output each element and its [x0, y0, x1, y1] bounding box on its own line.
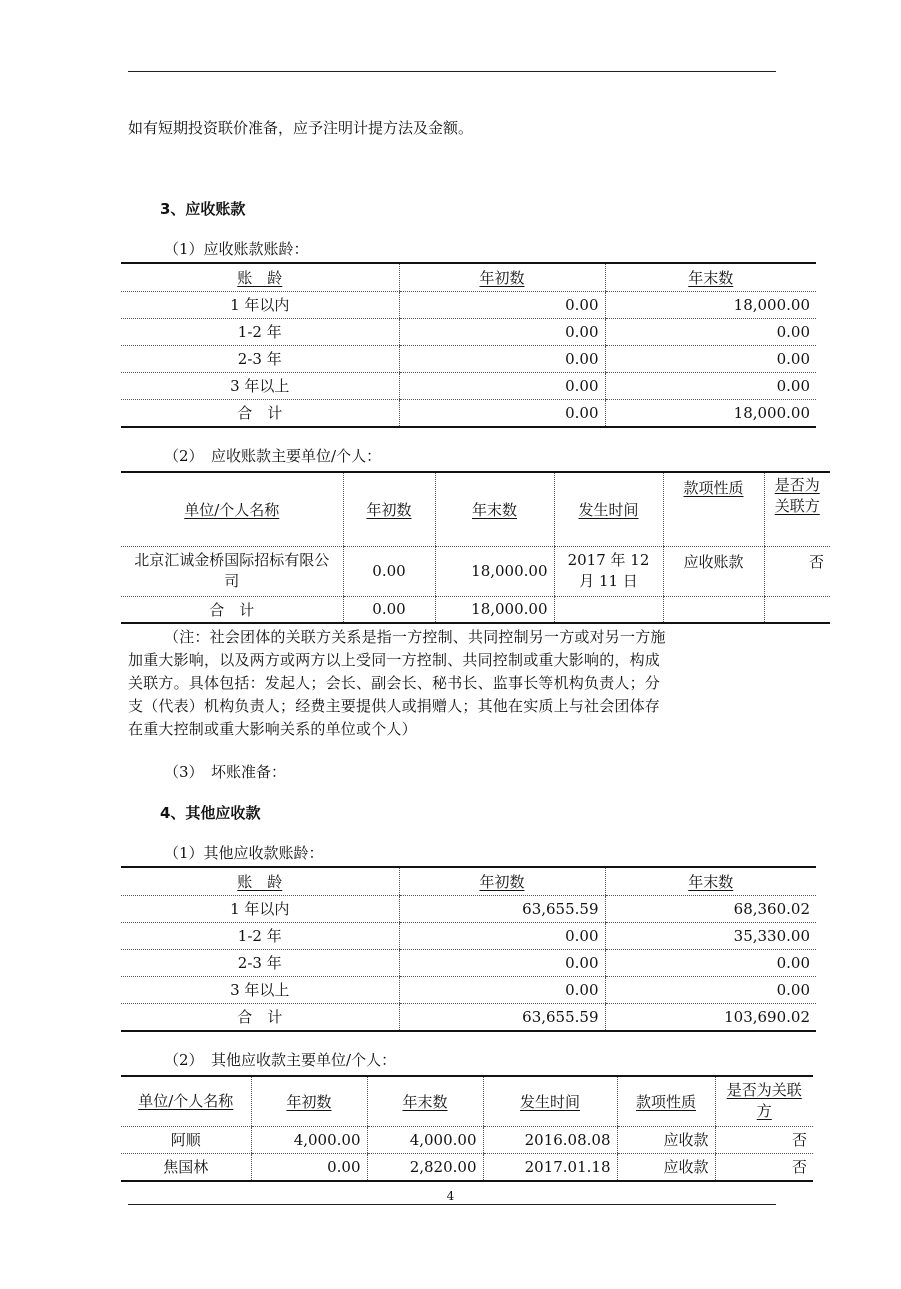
table-row	[121, 895, 816, 922]
section4-sub2: （2） 其他应收款主要单位/个人：	[164, 1051, 397, 1069]
table-cell: 0.00	[399, 922, 605, 949]
column-header: 发生时间	[578, 500, 639, 519]
table-row	[121, 1153, 813, 1181]
column-header: 账 龄	[237, 872, 283, 891]
table-cell: 4,000.00	[367, 1126, 483, 1153]
table-total-row	[121, 399, 816, 427]
column-header: 是否为关联方	[726, 1081, 802, 1121]
other-receivables-aging-table	[121, 866, 816, 1032]
table-cell: 1 年以内	[121, 291, 399, 318]
column-header: 年末数	[471, 500, 517, 519]
table-cell: 18,000.00	[435, 546, 554, 596]
table-row	[121, 1126, 813, 1153]
table-cell: 应收账款	[663, 546, 764, 596]
table-cell: 4,000.00	[251, 1126, 367, 1153]
table-cell: 0.00	[399, 949, 605, 976]
table-cell: 2017 年 12 月 11 日	[554, 546, 663, 596]
table-cell: 3 年以上	[121, 372, 399, 399]
related-party-note	[128, 626, 808, 741]
table-cell: 0.00	[605, 949, 816, 976]
table-row	[121, 546, 830, 596]
table-cell: 0.00	[399, 291, 605, 318]
table-cell: 0.00	[251, 1153, 367, 1181]
section3-sub3: （3） 坏账准备：	[164, 763, 287, 781]
table-cell: 否	[764, 546, 830, 596]
table-row	[121, 345, 816, 372]
column-header: 账 龄	[237, 268, 283, 287]
note-line: （注：社会团体的关联方关系是指一方控制、共同控制另一方或对另一方施	[164, 628, 666, 646]
header-rule	[128, 71, 776, 72]
table-cell: 1-2 年	[121, 922, 399, 949]
table-cell: 0.00	[605, 976, 816, 1003]
table-cell: 0.00	[343, 546, 435, 596]
table-cell: 18,000.00	[605, 399, 816, 427]
column-header: 是否为关联方	[774, 476, 820, 515]
table-cell: 0.00	[399, 318, 605, 345]
table-cell: 63,655.59	[399, 895, 605, 922]
column-header: 年初数	[479, 872, 525, 891]
table-cell: 0.00	[605, 318, 816, 345]
column-header: 年末数	[688, 268, 734, 287]
other-receivables-counterparty-table	[121, 1075, 813, 1182]
table-cell: 2,820.00	[367, 1153, 483, 1181]
column-header: 款项性质	[683, 479, 744, 497]
table-total-row	[121, 596, 830, 623]
table-cell: 否	[715, 1126, 813, 1153]
table-cell: 合 计	[121, 1003, 399, 1031]
section4-heading: 4、其他应收款	[160, 804, 261, 822]
table-cell: 合 计	[121, 399, 399, 427]
table-cell: 18,000.00	[435, 596, 554, 623]
footer-rule	[128, 1204, 776, 1205]
table-cell: 1 年以内	[121, 895, 399, 922]
column-header: 单位/个人名称	[138, 1091, 234, 1110]
table-cell: 103,690.02	[605, 1003, 816, 1031]
note-line: 加重大影响，以及两方或两方以上受同一方控制、共同控制或重大影响的，构成	[128, 651, 661, 669]
table-cell: 0.00	[605, 372, 816, 399]
table-cell: 2016.08.08	[483, 1126, 617, 1153]
table-row	[121, 318, 816, 345]
table-cell: 63,655.59	[399, 1003, 605, 1031]
receivables-aging-table	[121, 262, 816, 428]
column-header: 款项性质	[635, 1092, 696, 1111]
table-total-row	[121, 1003, 816, 1031]
column-header: 单位/个人名称	[184, 500, 280, 519]
table-cell: 0.00	[399, 372, 605, 399]
note-line: 支（代表）机构负责人；经费主要提供人或捐赠人；其他在实质上与社会团体存	[128, 697, 661, 715]
section3-heading: 3、应收账款	[160, 200, 246, 218]
column-header: 年初数	[286, 1092, 332, 1111]
table-cell: 2-3 年	[121, 949, 399, 976]
table-cell: 18,000.00	[605, 291, 816, 318]
table-cell: 3 年以上	[121, 976, 399, 1003]
table-cell: 合 计	[121, 596, 343, 623]
table-cell: 0.00	[399, 976, 605, 1003]
table-cell: 否	[715, 1153, 813, 1181]
table-row	[121, 291, 816, 318]
column-header: 年末数	[402, 1092, 448, 1111]
table-cell: 2017.01.18	[483, 1153, 617, 1181]
table-row	[121, 372, 816, 399]
table-cell: 应收款	[617, 1153, 715, 1181]
receivables-counterparty-table	[121, 471, 830, 624]
section4-sub1: （1）其他应收款账龄：	[164, 844, 324, 862]
note-line: 在重大控制或重大影响关系的单位或个人）	[128, 720, 417, 738]
table-cell: 焦国林	[121, 1153, 251, 1181]
table-cell: 68,360.02	[605, 895, 816, 922]
table-cell: 0.00	[605, 345, 816, 372]
table-cell: 0.00	[399, 345, 605, 372]
column-header: 年初数	[479, 268, 525, 287]
column-header: 发生时间	[519, 1092, 580, 1111]
column-header: 年末数	[688, 872, 734, 891]
page-number: 4	[446, 1189, 455, 1203]
table-row	[121, 976, 816, 1003]
table-row	[121, 922, 816, 949]
note-line: 关联方。具体包括：发起人；会长、副会长、秘书长、监事长等机构负责人；分	[128, 674, 661, 692]
column-header: 年初数	[366, 500, 412, 519]
table-cell: 阿顺	[121, 1126, 251, 1153]
table-cell: 北京汇诚金桥国际招标有限公司	[121, 546, 343, 596]
section3-sub1: （1）应收账款账龄：	[164, 240, 309, 258]
intro-text: 如有短期投资联价准备，应予注明计提方法及金额。	[128, 119, 474, 137]
table-cell: 0.00	[343, 596, 435, 623]
table-cell: 2-3 年	[121, 345, 399, 372]
table-cell: 1-2 年	[121, 318, 399, 345]
section3-sub2: （2） 应收账款主要单位/个人：	[164, 447, 382, 465]
table-cell: 35,330.00	[605, 922, 816, 949]
table-cell: 应收款	[617, 1126, 715, 1153]
table-row	[121, 949, 816, 976]
table-cell: 0.00	[399, 399, 605, 427]
